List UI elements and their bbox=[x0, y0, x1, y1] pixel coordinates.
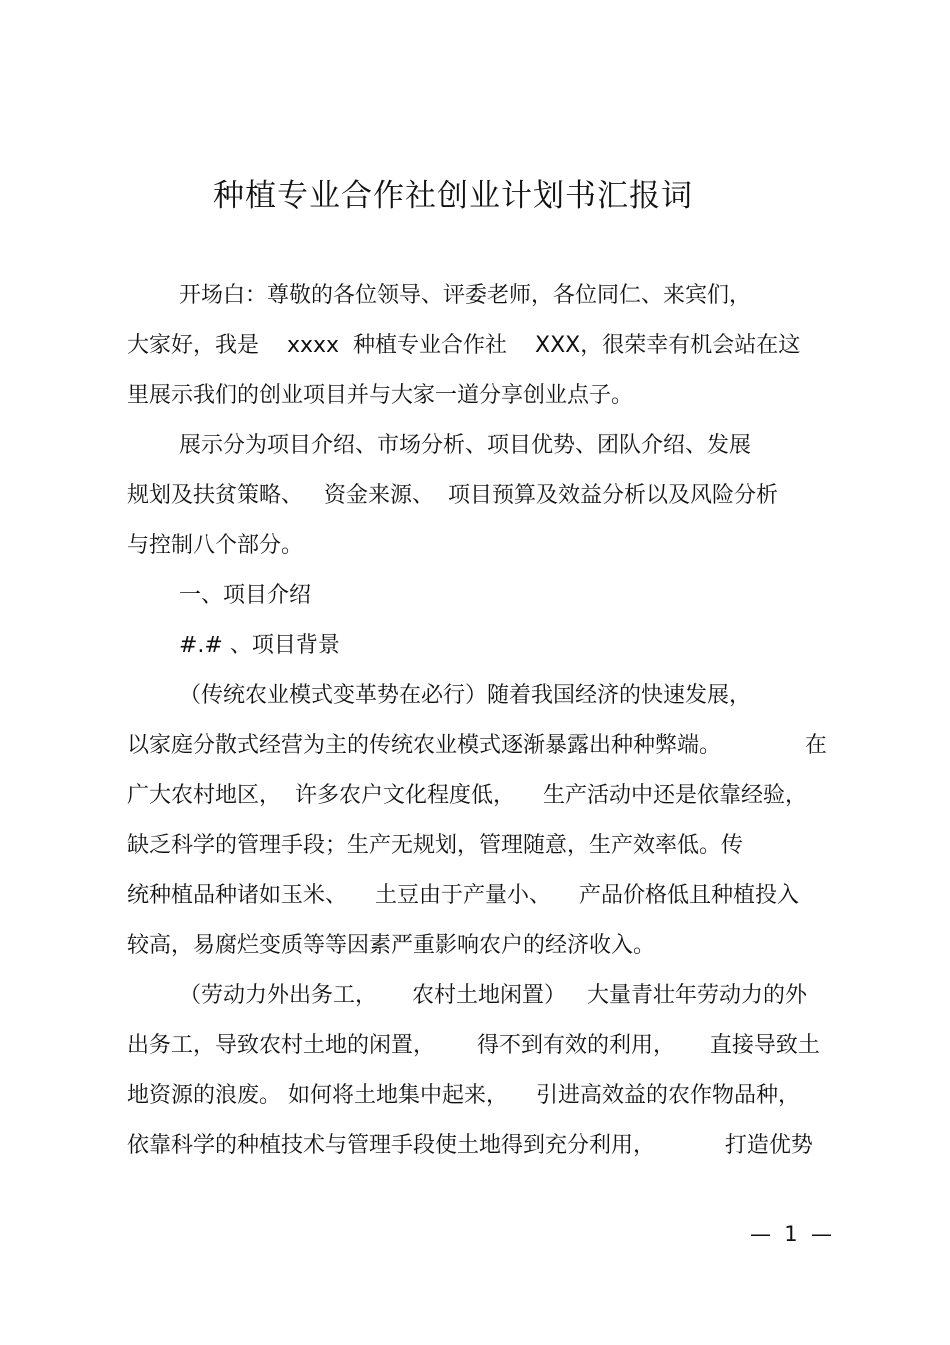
section-heading: 一、项目介绍 bbox=[179, 583, 312, 608]
paragraph-line: 大家好，我是 xxxx 种植专业合作社 XXX，很荣幸有机会站在这 bbox=[127, 333, 801, 358]
paragraph-line: 缺乏科学的管理手段；生产无规划，管理随意，生产效率低。传 bbox=[127, 833, 744, 858]
paragraph-line: （劳动力外出务工， 农村土地闲置） 大量青壮年劳动力的外 bbox=[179, 983, 807, 1008]
paragraph-line: 统种植品种诸如玉米、 土豆由于产量小、 产品价格低且种植投入 bbox=[127, 883, 799, 908]
paragraph-line: 里展示我们的创业项目并与大家一道分享创业点子。 bbox=[127, 383, 634, 408]
subsection-heading: #.# 、项目背景 bbox=[179, 633, 340, 658]
paragraph-line: 展示分为项目介绍、市场分析、项目优势、团队介绍、发展 bbox=[179, 433, 752, 458]
paragraph-line: 以家庭分散式经营为主的传统农业模式逐渐暴露出种种弊端。 在 bbox=[127, 733, 827, 758]
paragraph-line: 依靠科学的种植技术与管理手段使土地得到充分利用， 打造优势 bbox=[127, 1133, 813, 1158]
document-body bbox=[127, 276, 827, 1176]
paragraph-line: 规划及扶贫策略、 资金来源、 项目预算及效益分析以及风险分析 bbox=[127, 483, 778, 508]
paragraph-line: 与控制八个部分。 bbox=[127, 533, 304, 558]
paragraph-line: （传统农业模式变革势在必行）随着我国经济的快速发展， bbox=[179, 683, 752, 708]
paragraph-line: 出务工，导致农村土地的闲置， 得不到有效的利用， 直接导致土 bbox=[127, 1033, 820, 1058]
paragraph-line: 地资源的浪废。 如何将土地集中起来， 引进高效益的农作物品种， bbox=[127, 1083, 800, 1108]
page-number: — 1 — bbox=[749, 1222, 832, 1246]
paragraph-line: 广大农村地区， 许多农户文化程度低， 生产活动中还是依靠经验， bbox=[127, 783, 807, 808]
paragraph-line: 较高，易腐烂变质等等因素严重影响农户的经济收入。 bbox=[127, 933, 656, 958]
document-title: 种植专业合作社创业计划书汇报词 bbox=[213, 178, 693, 214]
paragraph-line: 开场白：尊敬的各位领导、评委老师，各位同仁、来宾们， bbox=[179, 283, 752, 308]
